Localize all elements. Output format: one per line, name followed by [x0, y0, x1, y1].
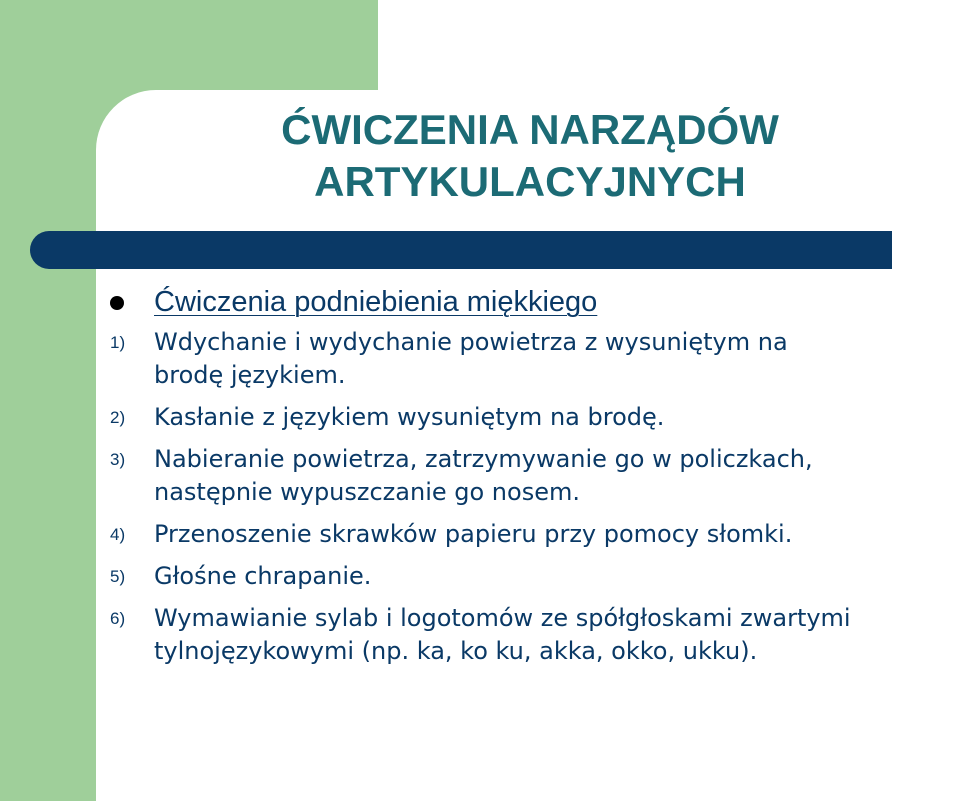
- list-item: [110, 560, 960, 593]
- list-item: [110, 401, 960, 434]
- list-item: [110, 518, 960, 551]
- bullet-dot-icon: [110, 296, 124, 310]
- item-line-2: następnie wypuszczanie go nosem.: [154, 478, 580, 506]
- item-text: [154, 602, 851, 668]
- item-line-1: Głośne chrapanie.: [154, 562, 372, 590]
- item-line-1: Nabieranie powietrza, zatrzymywanie go w policzkach,: [154, 445, 813, 473]
- list-item: [110, 602, 960, 668]
- item-number: 1): [110, 333, 126, 352]
- item-line-1: Wdychanie i wydychanie powietrza z wysuniętym na: [154, 328, 788, 356]
- item-text: [154, 443, 813, 509]
- item-line-2: tylnojęzykowymi (np. ka, ko ku, akka, okko, ukku).: [154, 637, 758, 665]
- item-number: 5): [110, 567, 126, 586]
- item-line-2: brodę językiem.: [154, 361, 346, 389]
- item-text: [154, 401, 664, 434]
- item-text: [154, 560, 371, 593]
- item-line-1: Wymawianie sylab i logotomów ze spółgłoskami zwartymi: [154, 604, 851, 632]
- list-item: [110, 443, 960, 509]
- section-heading: Ćwiczenia podniebienia miękkiego: [154, 286, 598, 318]
- title-line-2: ARTYKULACYJNYCH: [314, 158, 746, 205]
- item-number: 4): [110, 525, 126, 544]
- item-number: 6): [110, 609, 126, 628]
- section-heading-row: [110, 284, 950, 324]
- slide-title: [100, 104, 960, 208]
- title-line-1: ĆWICZENIA NARZĄDÓW: [281, 106, 779, 153]
- list-item: [110, 326, 960, 392]
- item-number: 3): [110, 450, 126, 469]
- exercise-list: [110, 326, 960, 677]
- item-text: [154, 326, 788, 392]
- title-divider-bar: [30, 231, 892, 269]
- item-text: [154, 518, 792, 551]
- item-line-1: Kasłanie z językiem wysuniętym na brodę.: [154, 403, 665, 431]
- item-line-1: Przenoszenie skrawków papieru przy pomocy słomki.: [154, 520, 793, 548]
- item-number: 2): [110, 408, 126, 427]
